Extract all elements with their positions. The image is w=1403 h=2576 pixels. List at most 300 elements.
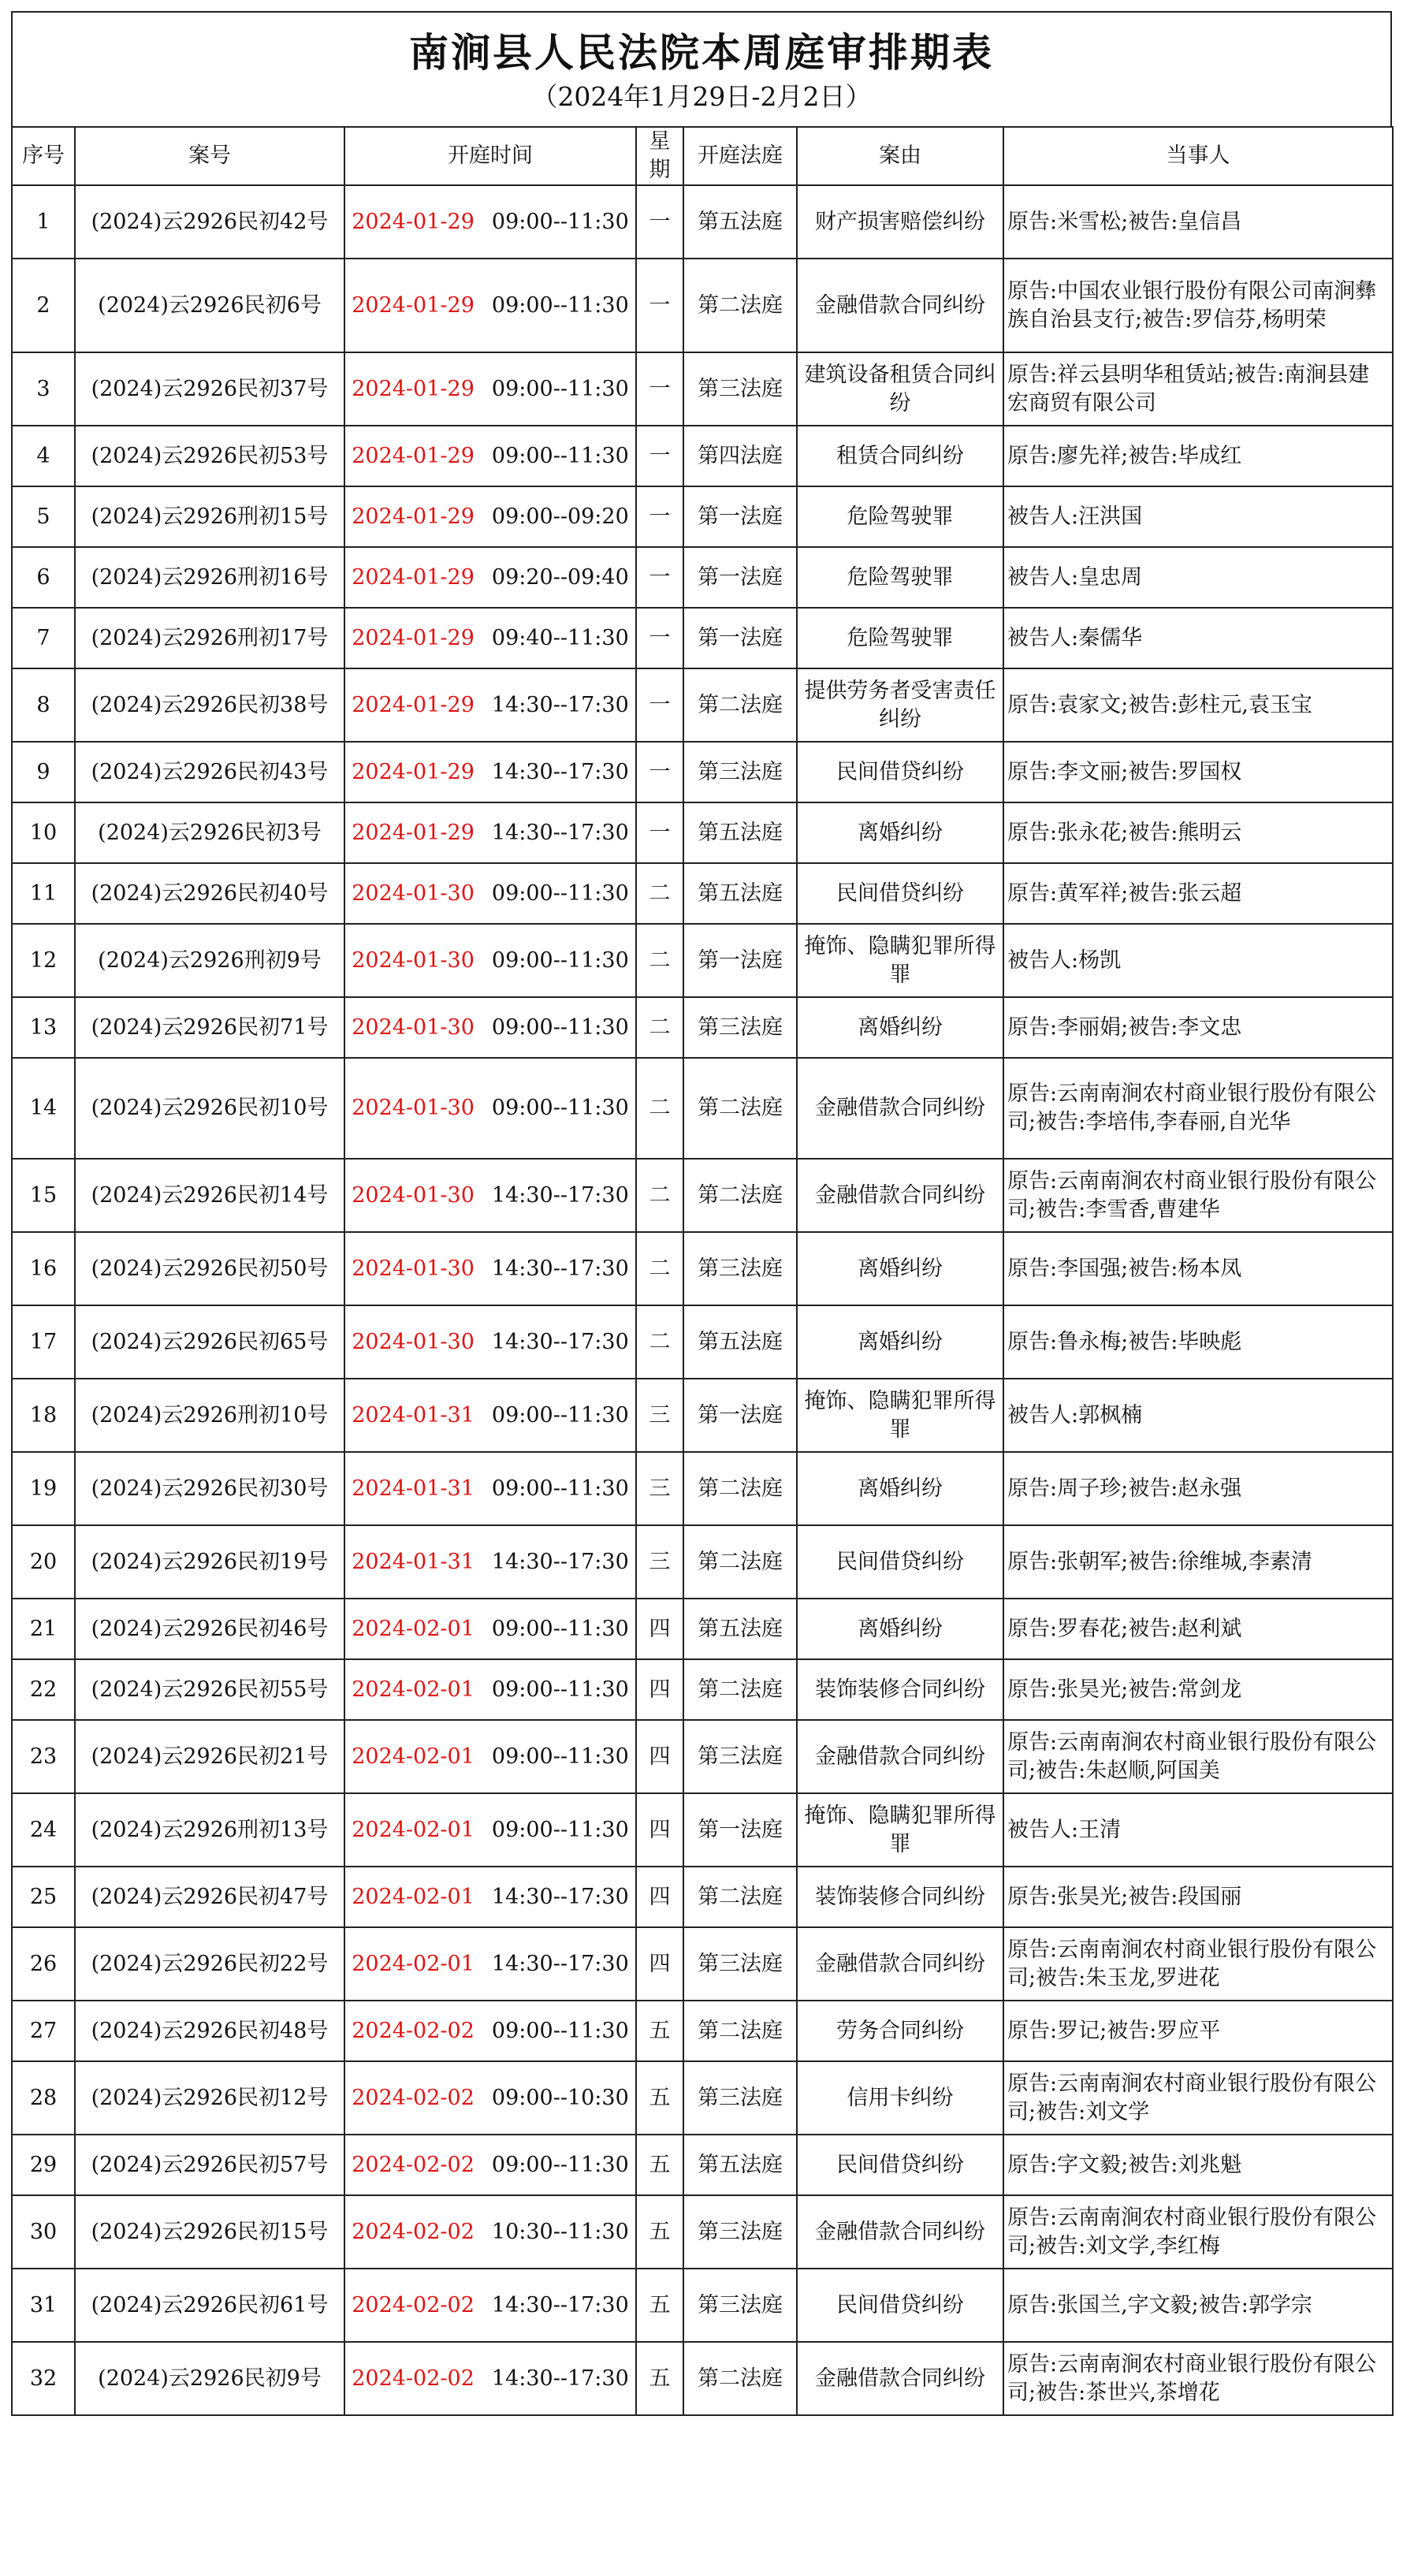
hearing-date: 2024-01-29: [352, 692, 474, 717]
cell-case-number: (2024)云2926民初21号: [75, 1720, 344, 1793]
cell-no: 6: [12, 547, 75, 608]
cell-time: [344, 1599, 636, 1659]
cell-court: 第三法庭: [683, 1927, 797, 2001]
cell-party: 原告:李文丽;被告:罗国权: [1003, 742, 1393, 802]
cell-time: [344, 1793, 636, 1867]
cell-weekday: 二: [636, 1159, 683, 1232]
table-row: [12, 2135, 1393, 2195]
table-row: [12, 426, 1393, 486]
cell-case-number: (2024)云2926民初6号: [75, 259, 344, 352]
hearing-time-range: 09:00--11:30: [491, 376, 629, 401]
cell-time: [344, 426, 636, 486]
cell-court: 第五法庭: [683, 1599, 797, 1659]
cell-time: [344, 1659, 636, 1720]
cell-party: 原告:中国农业银行股份有限公司南涧彝族自治县支行;被告:罗信芬,杨明荣: [1003, 259, 1393, 352]
cell-no: 3: [12, 352, 75, 426]
cell-time: [344, 668, 636, 742]
hearing-date: 2024-01-29: [352, 443, 474, 468]
cell-cause: 建筑设备租赁合同纠纷: [797, 352, 1003, 426]
cell-time: [344, 1379, 636, 1452]
cell-case-number: (2024)云2926民初22号: [75, 1927, 344, 2001]
cell-cause: 民间借贷纠纷: [797, 742, 1003, 802]
cell-no: 18: [12, 1379, 75, 1452]
hearing-time-range: 09:00--09:20: [491, 504, 629, 529]
cell-weekday: 四: [636, 1599, 683, 1659]
cell-time: [344, 2269, 636, 2342]
cell-time: [344, 1159, 636, 1232]
cell-cause: 危险驾驶罪: [797, 608, 1003, 668]
cell-cause: 掩饰、隐瞒犯罪所得罪: [797, 1793, 1003, 1867]
table-row: [12, 924, 1393, 997]
header-no: 序号: [12, 127, 75, 185]
table-row: [12, 1379, 1393, 1452]
cell-no: 9: [12, 742, 75, 802]
cell-case-number: (2024)云2926民初43号: [75, 742, 344, 802]
cell-court: 第三法庭: [683, 997, 797, 1058]
cell-party: 原告:张国兰,字文毅;被告:郭学宗: [1003, 2269, 1393, 2342]
cell-time: [344, 1232, 636, 1305]
hearing-date: 2024-01-29: [352, 625, 474, 650]
page-title: 南涧县人民法院本周庭审排期表: [409, 30, 994, 76]
hearing-time-range: 14:30--17:30: [491, 1549, 629, 1574]
cell-party: 原告:周子珍;被告:赵永强: [1003, 1452, 1393, 1525]
cell-weekday: 五: [636, 2135, 683, 2195]
cell-weekday: 一: [636, 802, 683, 863]
cell-no: 1: [12, 185, 75, 259]
cell-time: [344, 608, 636, 668]
hearing-time-range: 14:30--17:30: [491, 2292, 629, 2317]
cell-party: 被告人:王清: [1003, 1793, 1393, 1867]
cell-weekday: 二: [636, 1058, 683, 1159]
cell-case-number: (2024)云2926民初53号: [75, 426, 344, 486]
table-row: [12, 352, 1393, 426]
hearing-time-range: 09:00--11:30: [491, 1476, 629, 1501]
table-row: [12, 742, 1393, 802]
cell-no: 27: [12, 2001, 75, 2061]
cell-weekday: 五: [636, 2342, 683, 2415]
header-cause: 案由: [797, 127, 1003, 185]
cell-time: [344, 2135, 636, 2195]
header-court: 开庭法庭: [683, 127, 797, 185]
schedule-sheet: [11, 11, 1392, 2416]
cell-case-number: (2024)云2926刑初10号: [75, 1379, 344, 1452]
cell-party: 原告:云南南涧农村商业银行股份有限公司;被告:刘文学,李红梅: [1003, 2195, 1393, 2269]
hearing-date: 2024-02-02: [352, 2018, 474, 2043]
cell-case-number: (2024)云2926民初9号: [75, 2342, 344, 2415]
header-row: [12, 127, 1393, 185]
hearing-date: 2024-01-30: [352, 1329, 474, 1354]
cell-cause: 离婚纠纷: [797, 1452, 1003, 1525]
cell-no: 10: [12, 802, 75, 863]
hearing-time-range: 09:00--11:30: [491, 1817, 629, 1842]
hearing-date: 2024-02-01: [352, 1884, 474, 1909]
table-row: [12, 1305, 1393, 1379]
cell-time: [344, 2001, 636, 2061]
cell-no: 7: [12, 608, 75, 668]
cell-cause: 劳务合同纠纷: [797, 2001, 1003, 2061]
cell-time: [344, 1720, 636, 1793]
cell-court: 第二法庭: [683, 668, 797, 742]
cell-court: 第四法庭: [683, 426, 797, 486]
cell-cause: 金融借款合同纠纷: [797, 259, 1003, 352]
table-row: [12, 608, 1393, 668]
hearing-date: 2024-01-29: [352, 376, 474, 401]
cell-weekday: 四: [636, 1867, 683, 1927]
cell-party: 原告:云南南涧农村商业银行股份有限公司;被告:朱赵顺,阿国美: [1003, 1720, 1393, 1793]
hearing-date: 2024-01-29: [352, 759, 474, 784]
cell-cause: 金融借款合同纠纷: [797, 2342, 1003, 2415]
cell-court: 第三法庭: [683, 1232, 797, 1305]
hearing-time-range: 14:30--17:30: [491, 1884, 629, 1909]
hearing-date: 2024-01-30: [352, 1256, 474, 1281]
table-row: [12, 1452, 1393, 1525]
cell-weekday: 一: [636, 185, 683, 259]
cell-case-number: (2024)云2926民初46号: [75, 1599, 344, 1659]
table-row: [12, 997, 1393, 1058]
hearing-time-range: 09:00--11:30: [491, 1677, 629, 1702]
cell-court: 第三法庭: [683, 742, 797, 802]
cell-cause: 危险驾驶罪: [797, 486, 1003, 547]
cell-court: 第二法庭: [683, 1159, 797, 1232]
cell-case-number: (2024)云2926民初12号: [75, 2061, 344, 2135]
cell-case-number: (2024)云2926民初37号: [75, 352, 344, 426]
hearing-time-range: 14:30--17:30: [491, 1951, 629, 1976]
cell-court: 第五法庭: [683, 802, 797, 863]
cell-case-number: (2024)云2926民初42号: [75, 185, 344, 259]
cell-cause: 离婚纠纷: [797, 1305, 1003, 1379]
table-row: [12, 668, 1393, 742]
cell-party: 原告:张昊光;被告:段国丽: [1003, 1867, 1393, 1927]
hearing-time-range: 09:00--11:30: [491, 2152, 629, 2177]
cell-cause: 掩饰、隐瞒犯罪所得罪: [797, 924, 1003, 997]
cell-case-number: (2024)云2926民初47号: [75, 1867, 344, 1927]
cell-case-number: (2024)云2926刑初17号: [75, 608, 344, 668]
cell-weekday: 一: [636, 742, 683, 802]
cell-case-number: (2024)云2926刑初16号: [75, 547, 344, 608]
cell-time: [344, 352, 636, 426]
table-row: [12, 2342, 1393, 2415]
hearing-date: 2024-01-30: [352, 1096, 474, 1120]
table-row: [12, 547, 1393, 608]
cell-court: 第一法庭: [683, 1793, 797, 1867]
hearing-time-range: 09:00--11:30: [491, 443, 629, 468]
cell-no: 23: [12, 1720, 75, 1793]
cell-weekday: 一: [636, 547, 683, 608]
cell-court: 第五法庭: [683, 185, 797, 259]
table-row: [12, 259, 1393, 352]
cell-court: 第三法庭: [683, 2195, 797, 2269]
cell-case-number: (2024)云2926民初38号: [75, 668, 344, 742]
cell-party: 被告人:汪洪国: [1003, 486, 1393, 547]
cell-case-number: (2024)云2926民初30号: [75, 1452, 344, 1525]
cell-party: 原告:李国强;被告:杨本凤: [1003, 1232, 1393, 1305]
cell-weekday: 五: [636, 2001, 683, 2061]
hearing-date: 2024-01-30: [352, 1014, 474, 1040]
hearing-time-range: 09:00--11:30: [491, 2018, 629, 2043]
table-row: [12, 2269, 1393, 2342]
cell-case-number: (2024)云2926民初50号: [75, 1232, 344, 1305]
table-row: [12, 1525, 1393, 1599]
cell-case-number: (2024)云2926民初57号: [75, 2135, 344, 2195]
cell-weekday: 四: [636, 1793, 683, 1867]
hearing-date: 2024-02-01: [352, 1951, 474, 1976]
table-row: [12, 1159, 1393, 1232]
cell-party: 原告:黄军祥;被告:张云超: [1003, 863, 1393, 924]
table-row: [12, 2195, 1393, 2269]
cell-weekday: 一: [636, 426, 683, 486]
hearing-time-range: 09:00--11:30: [491, 1616, 629, 1641]
cell-no: 5: [12, 486, 75, 547]
cell-time: [344, 1305, 636, 1379]
cell-no: 24: [12, 1793, 75, 1867]
header-weekday: 星期: [636, 127, 683, 185]
cell-cause: 金融借款合同纠纷: [797, 1058, 1003, 1159]
cell-case-number: (2024)云2926民初48号: [75, 2001, 344, 2061]
hearing-date: 2024-01-31: [352, 1549, 474, 1574]
cell-time: [344, 802, 636, 863]
cell-time: [344, 742, 636, 802]
table-body: [12, 185, 1393, 2415]
cell-case-number: (2024)云2926民初14号: [75, 1159, 344, 1232]
cell-no: 15: [12, 1159, 75, 1232]
cell-party: 原告:张永花;被告:熊明云: [1003, 802, 1393, 863]
table-row: [12, 1793, 1393, 1867]
cell-time: [344, 2061, 636, 2135]
cell-weekday: 五: [636, 2195, 683, 2269]
cell-case-number: (2024)云2926民初65号: [75, 1305, 344, 1379]
cell-party: 被告人:杨凯: [1003, 924, 1393, 997]
cell-party: 原告:张朝军;被告:徐维城,李素清: [1003, 1525, 1393, 1599]
cell-weekday: 一: [636, 608, 683, 668]
cell-case-number: (2024)云2926民初15号: [75, 2195, 344, 2269]
cell-party: 被告人:皇忠周: [1003, 547, 1393, 608]
cell-court: 第五法庭: [683, 1305, 797, 1379]
cell-time: [344, 185, 636, 259]
table-row: [12, 1720, 1393, 1793]
cell-court: 第一法庭: [683, 547, 797, 608]
hearing-date: 2024-01-30: [352, 947, 474, 973]
cell-no: 8: [12, 668, 75, 742]
hearing-time-range: 09:00--11:30: [491, 1096, 629, 1120]
cell-cause: 掩饰、隐瞒犯罪所得罪: [797, 1379, 1003, 1452]
header-party: 当事人: [1003, 127, 1393, 185]
hearing-date: 2024-02-01: [352, 1677, 474, 1702]
cell-cause: 装饰装修合同纠纷: [797, 1867, 1003, 1927]
cell-time: [344, 997, 636, 1058]
cell-cause: 装饰装修合同纠纷: [797, 1659, 1003, 1720]
cell-time: [344, 1525, 636, 1599]
cell-party: 原告:罗记;被告:罗应平: [1003, 2001, 1393, 2061]
cell-cause: 金融借款合同纠纷: [797, 2195, 1003, 2269]
hearing-time-range: 14:30--17:30: [491, 1329, 629, 1354]
cell-party: 原告:罗春花;被告:赵利斌: [1003, 1599, 1393, 1659]
cell-party: 原告:张昊光;被告:常剑龙: [1003, 1659, 1393, 1720]
hearing-time-range: 14:30--17:30: [491, 759, 629, 784]
table-row: [12, 863, 1393, 924]
cell-party: 原告:廖先祥;被告:毕成红: [1003, 426, 1393, 486]
table-row: [12, 1659, 1393, 1720]
cell-weekday: 一: [636, 259, 683, 352]
cell-weekday: 一: [636, 352, 683, 426]
cell-case-number: (2024)云2926刑初13号: [75, 1793, 344, 1867]
hearing-date: 2024-02-02: [352, 2085, 474, 2110]
cell-cause: 民间借贷纠纷: [797, 1525, 1003, 1599]
cell-cause: 民间借贷纠纷: [797, 863, 1003, 924]
title-block: [11, 11, 1392, 126]
cell-cause: 离婚纠纷: [797, 1232, 1003, 1305]
cell-court: 第三法庭: [683, 352, 797, 426]
table-row: [12, 1232, 1393, 1305]
hearing-date: 2024-02-01: [352, 1616, 474, 1641]
cell-case-number: (2024)云2926民初10号: [75, 1058, 344, 1159]
cell-cause: 信用卡纠纷: [797, 2061, 1003, 2135]
cell-time: [344, 547, 636, 608]
cell-cause: 民间借贷纠纷: [797, 2269, 1003, 2342]
cell-time: [344, 486, 636, 547]
cell-time: [344, 1058, 636, 1159]
cell-cause: 提供劳务者受害责任纠纷: [797, 668, 1003, 742]
cell-court: 第二法庭: [683, 2342, 797, 2415]
table-row: [12, 1867, 1393, 1927]
cell-cause: 金融借款合同纠纷: [797, 1927, 1003, 2001]
table-row: [12, 1058, 1393, 1159]
cell-court: 第一法庭: [683, 1379, 797, 1452]
cell-no: 2: [12, 259, 75, 352]
cell-court: 第一法庭: [683, 608, 797, 668]
hearing-time-range: 09:00--11:30: [491, 947, 629, 973]
cell-case-number: (2024)云2926民初40号: [75, 863, 344, 924]
cell-time: [344, 1927, 636, 2001]
table-row: [12, 486, 1393, 547]
cell-party: 原告:袁家文;被告:彭柱元,袁玉宝: [1003, 668, 1393, 742]
cell-party: 原告:李丽娟;被告:李文忠: [1003, 997, 1393, 1058]
hearing-time-range: 09:00--11:30: [491, 292, 629, 318]
cell-cause: 民间借贷纠纷: [797, 2135, 1003, 2195]
header-time: 开庭时间: [344, 127, 636, 185]
hearing-date: 2024-02-02: [352, 2219, 474, 2244]
hearing-date: 2024-01-31: [352, 1476, 474, 1501]
cell-no: 4: [12, 426, 75, 486]
cell-weekday: 一: [636, 668, 683, 742]
hearing-time-range: 10:30--11:30: [491, 2219, 629, 2244]
table-row: [12, 185, 1393, 259]
cell-weekday: 三: [636, 1525, 683, 1599]
cell-no: 11: [12, 863, 75, 924]
table-row: [12, 1599, 1393, 1659]
hearing-date: 2024-02-01: [352, 1744, 474, 1769]
cell-no: 12: [12, 924, 75, 997]
table-row: [12, 802, 1393, 863]
cell-court: 第五法庭: [683, 2135, 797, 2195]
hearing-time-range: 09:00--11:30: [491, 209, 629, 234]
hearing-time-range: 09:40--11:30: [491, 625, 629, 650]
cell-cause: 离婚纠纷: [797, 802, 1003, 863]
hearing-date: 2024-01-29: [352, 564, 474, 590]
hearing-date: 2024-02-01: [352, 1817, 474, 1842]
cell-no: 26: [12, 1927, 75, 2001]
cell-case-number: (2024)云2926刑初9号: [75, 924, 344, 997]
cell-cause: 金融借款合同纠纷: [797, 1720, 1003, 1793]
cell-court: 第三法庭: [683, 2269, 797, 2342]
hearing-date: 2024-01-29: [352, 209, 474, 234]
cell-case-number: (2024)云2926民初3号: [75, 802, 344, 863]
cell-weekday: 四: [636, 1720, 683, 1793]
cell-no: 20: [12, 1525, 75, 1599]
table-header: [12, 127, 1393, 185]
cell-no: 16: [12, 1232, 75, 1305]
cell-party: 原告:云南南涧农村商业银行股份有限公司;被告:朱玉龙,罗进花: [1003, 1927, 1393, 2001]
cell-no: 25: [12, 1867, 75, 1927]
hearing-time-range: 14:30--17:30: [491, 1182, 629, 1208]
cell-party: 原告:云南南涧农村商业银行股份有限公司;被告:刘文学: [1003, 2061, 1393, 2135]
cell-no: 19: [12, 1452, 75, 1525]
cell-court: 第五法庭: [683, 863, 797, 924]
hearing-date: 2024-01-29: [352, 820, 474, 845]
hearing-time-range: 09:00--11:30: [491, 1014, 629, 1040]
cell-case-number: (2024)云2926民初61号: [75, 2269, 344, 2342]
cell-time: [344, 2342, 636, 2415]
cell-time: [344, 863, 636, 924]
cell-time: [344, 924, 636, 997]
cell-court: 第二法庭: [683, 2001, 797, 2061]
cell-weekday: 二: [636, 1232, 683, 1305]
cell-party: 原告:字文毅;被告:刘兆魁: [1003, 2135, 1393, 2195]
cell-court: 第二法庭: [683, 1452, 797, 1525]
cell-party: 原告:云南南涧农村商业银行股份有限公司;被告:茶世兴,茶增花: [1003, 2342, 1393, 2415]
cell-weekday: 二: [636, 863, 683, 924]
cell-no: 21: [12, 1599, 75, 1659]
cell-party: 原告:鲁永梅;被告:毕映彪: [1003, 1305, 1393, 1379]
hearing-time-range: 09:00--11:30: [491, 1402, 629, 1428]
cell-no: 30: [12, 2195, 75, 2269]
cell-court: 第一法庭: [683, 924, 797, 997]
hearing-date: 2024-02-02: [352, 2292, 474, 2317]
cell-no: 28: [12, 2061, 75, 2135]
header-case: 案号: [75, 127, 344, 185]
cell-no: 13: [12, 997, 75, 1058]
schedule-table: [11, 126, 1394, 2416]
cell-weekday: 五: [636, 2269, 683, 2342]
hearing-time-range: 09:00--11:30: [491, 1744, 629, 1769]
cell-court: 第三法庭: [683, 2061, 797, 2135]
cell-weekday: 三: [636, 1452, 683, 1525]
cell-party: 原告:米雪松;被告:皇信昌: [1003, 185, 1393, 259]
hearing-date: 2024-01-29: [352, 504, 474, 529]
hearing-date: 2024-01-29: [352, 292, 474, 318]
hearing-time-range: 14:30--17:30: [491, 2366, 629, 2391]
cell-no: 22: [12, 1659, 75, 1720]
hearing-date: 2024-02-02: [352, 2366, 474, 2391]
hearing-time-range: 14:30--17:30: [491, 692, 629, 717]
cell-party: 原告:云南南涧农村商业银行股份有限公司;被告:李培伟,李春丽,自光华: [1003, 1058, 1393, 1159]
hearing-date: 2024-02-02: [352, 2152, 474, 2177]
cell-no: 14: [12, 1058, 75, 1159]
cell-no: 17: [12, 1305, 75, 1379]
table-row: [12, 2001, 1393, 2061]
cell-cause: 财产损害赔偿纠纷: [797, 185, 1003, 259]
cell-cause: 离婚纠纷: [797, 997, 1003, 1058]
cell-weekday: 四: [636, 1927, 683, 2001]
cell-no: 31: [12, 2269, 75, 2342]
cell-party: 被告人:秦儒华: [1003, 608, 1393, 668]
cell-case-number: (2024)云2926民初19号: [75, 1525, 344, 1599]
cell-weekday: 二: [636, 1305, 683, 1379]
hearing-date: 2024-01-30: [352, 1182, 474, 1208]
hearing-time-range: 14:30--17:30: [491, 1256, 629, 1281]
hearing-time-range: 14:30--17:30: [491, 820, 629, 845]
cell-cause: 租赁合同纠纷: [797, 426, 1003, 486]
hearing-date: 2024-01-30: [352, 880, 474, 906]
